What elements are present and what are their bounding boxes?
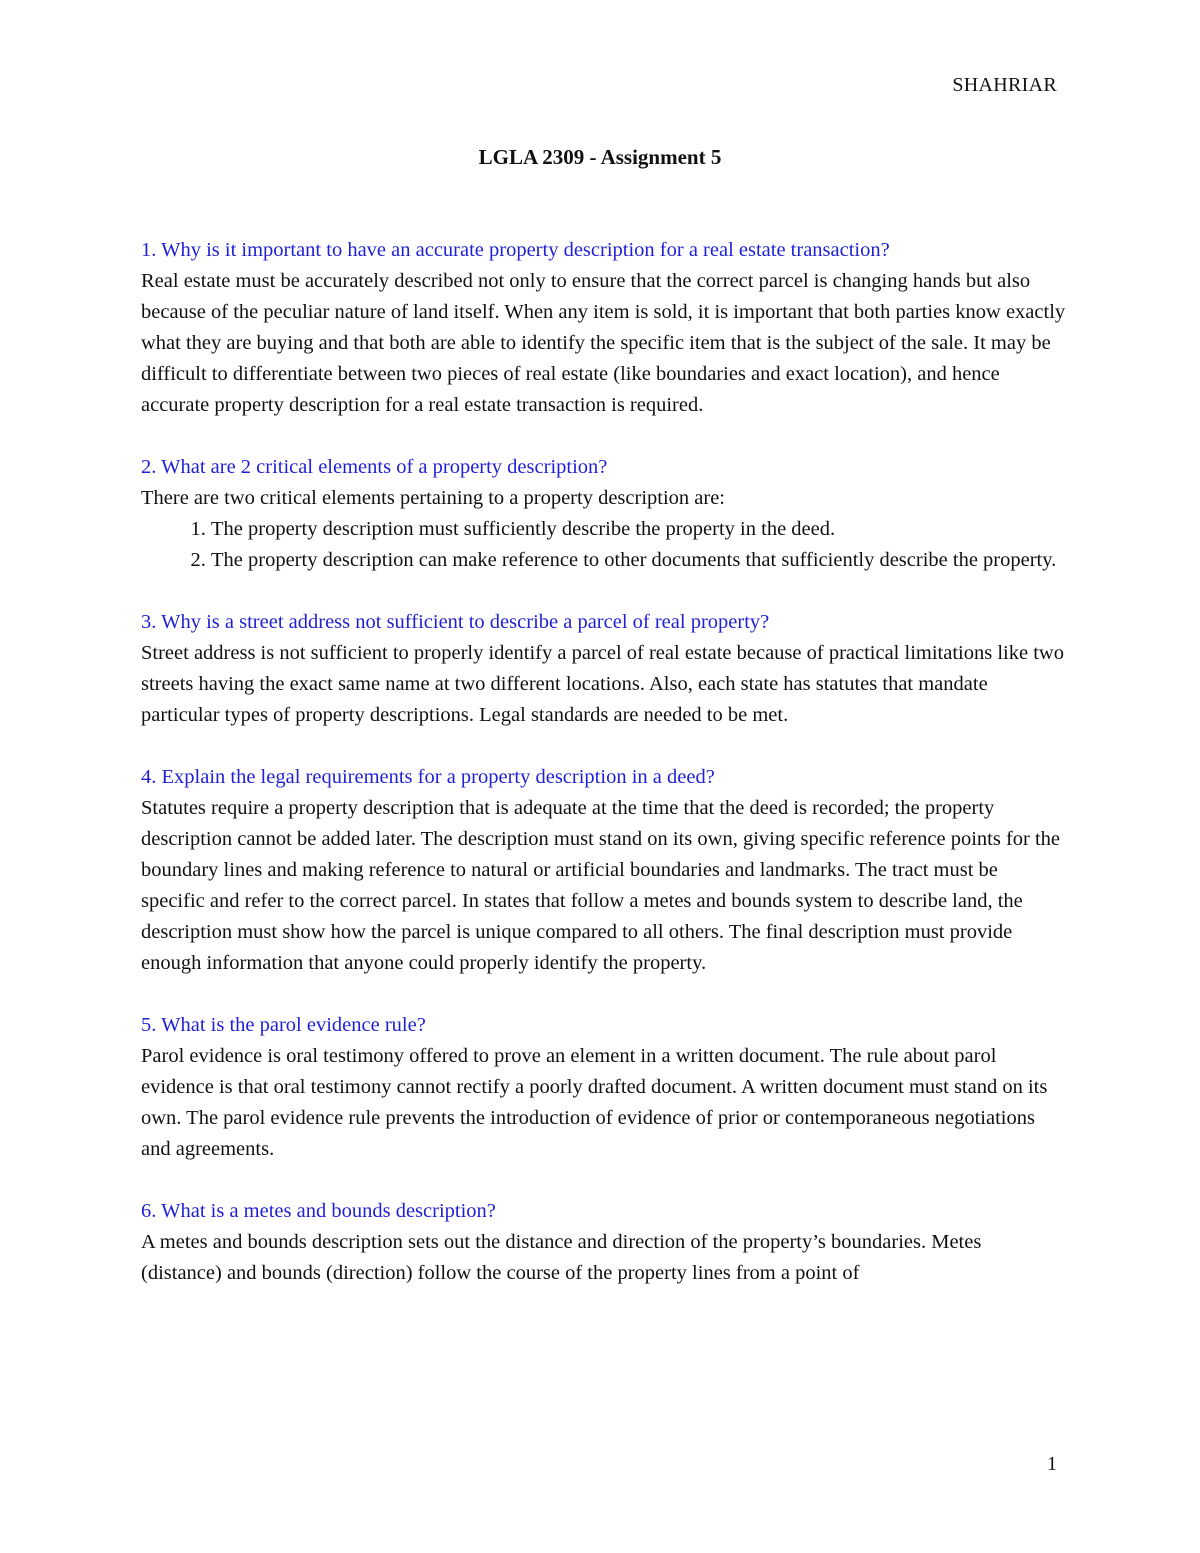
qa-block-4: [141, 762, 1066, 979]
answer-6: A metes and bounds description sets out the distance and direction of the property’s boundaries. Metes (distance) and bounds (direction) follow the course of the property lines from a point of: [141, 1231, 982, 1284]
answer-5: Parol evidence is oral testimony offered to prove an element in a written document. The rule about parol evidence is that oral testimony cannot rectify a poorly drafted document. A written document must stand on its own. The parol evidence rule prevents the introduction of evidence of prior or contemporaneous negotiations and agreements.: [141, 1045, 1048, 1160]
answer-1: Real estate must be accurately described not only to ensure that the correct parcel is changing hands but also because of the peculiar nature of land itself. When any item is sold, it is important that both parties know exactly what they are buying and that both are able to identify the specific item that is the subject of the sale. It may be difficult to differentiate between two pieces of real estate (like boundaries and exact location), and hence accurate property description for a real estate transaction is required.: [141, 270, 1066, 416]
answer-4: Statutes require a property description that is adequate at the time that the deed is recorded; the property description cannot be added later. The description must stand on its own, giving specific reference points for the boundary lines and making reference to natural or artificial boundaries and landmarks. The tract must be specific and refer to the correct parcel. In states that follow a metes and bounds system to describe land, the description must show how the parcel is unique compared to all others. The final description must provide enough information that anyone could properly identify the property.: [141, 797, 1061, 974]
critical-elements-list: [141, 514, 1066, 576]
answer-2: There are two critical elements pertaining to a property description are:: [141, 487, 725, 509]
qa-block-6: [141, 1196, 1066, 1289]
question-1: 1. Why is it important to have an accurate property description for a real estate transaction?: [141, 239, 890, 261]
qa-block-1: [141, 235, 1066, 421]
document-body: [141, 235, 1066, 1320]
list-item: 1. The property description must sufficiently describe the property in the deed.: [211, 514, 1066, 545]
qa-block-5: [141, 1010, 1066, 1165]
question-3: 3. Why is a street address not sufficient to describe a parcel of real property?: [141, 611, 770, 633]
page-number: 1: [1047, 1453, 1057, 1475]
question-6: 6. What is a metes and bounds description?: [141, 1200, 496, 1222]
question-2: 2. What are 2 critical elements of a property description?: [141, 456, 608, 478]
header-author-name: SHAHRIAR: [952, 74, 1057, 96]
document-title: LGLA 2309 - Assignment 5: [478, 145, 722, 169]
answer-3: Street address is not sufficient to properly identify a parcel of real estate because of practical limitations like two streets having the exact same name at two different locations. Also, each state has statutes that mandate particular types of property descriptions. Legal standards are needed to be met.: [141, 642, 1064, 726]
list-item: 2. The property description can make reference to other documents that sufficiently describe the property.: [211, 545, 1066, 576]
question-4: 4. Explain the legal requirements for a property description in a deed?: [141, 766, 715, 788]
question-5: 5. What is the parol evidence rule?: [141, 1014, 426, 1036]
qa-block-2: [141, 452, 1066, 576]
qa-block-3: [141, 607, 1066, 731]
